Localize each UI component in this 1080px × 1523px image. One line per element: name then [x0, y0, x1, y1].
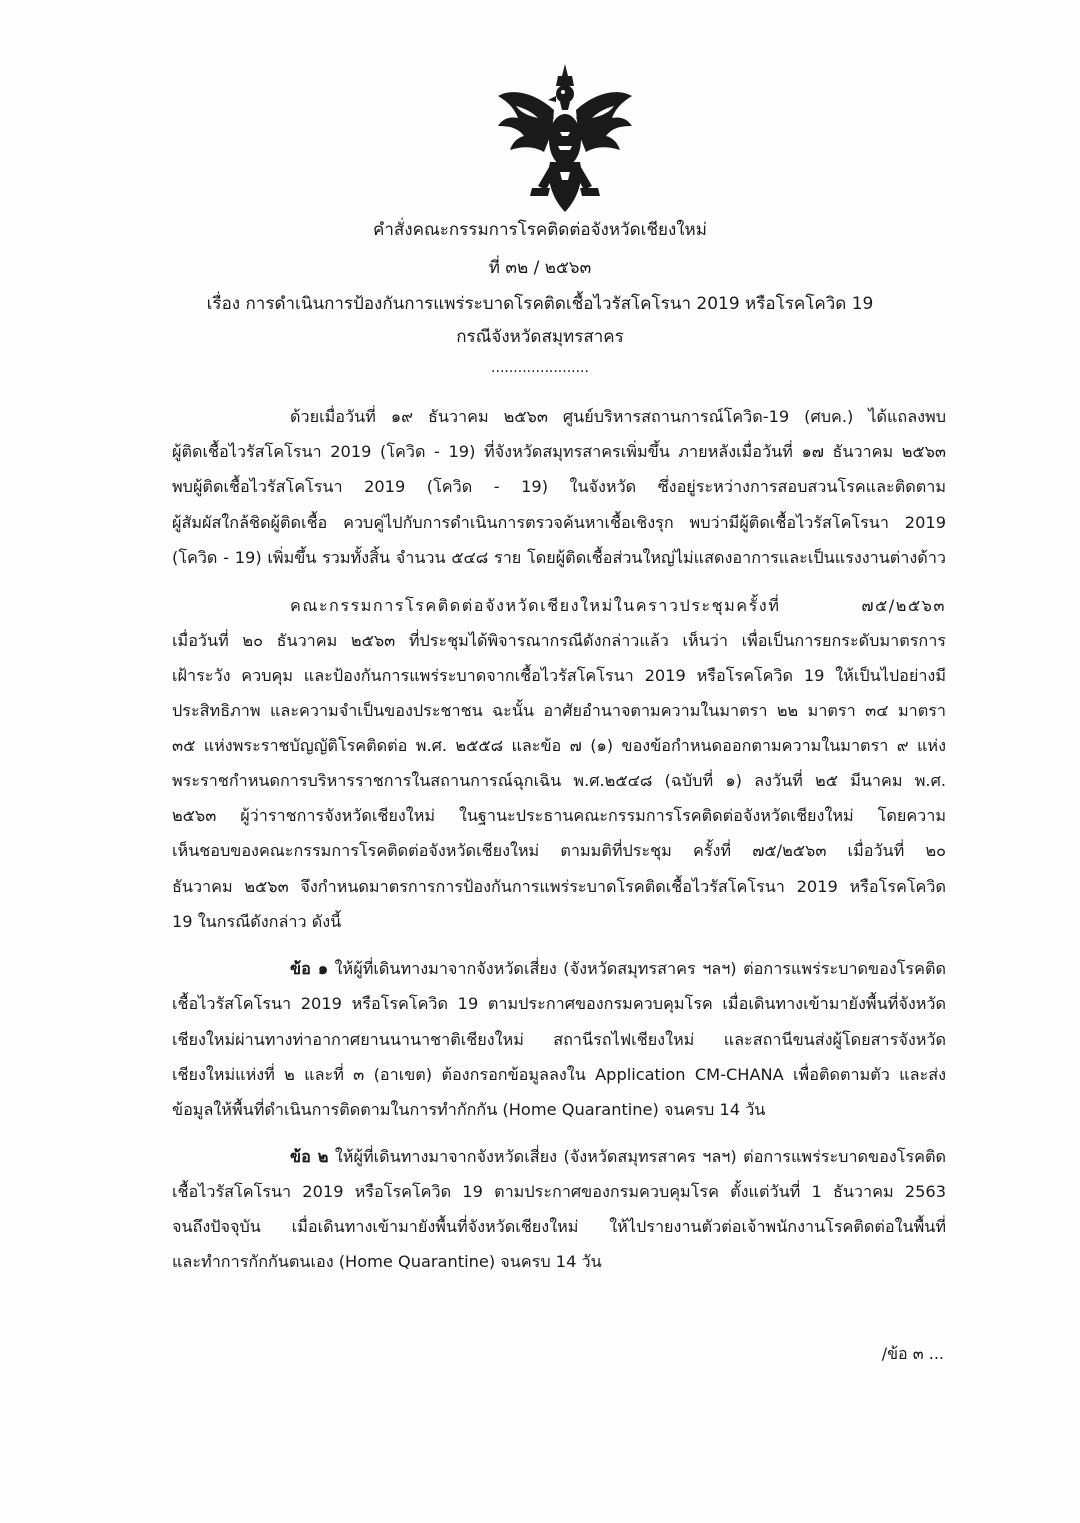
clause-2-line: เชื้อไวรัสโคโรนา 2019 หรือโรคโควิด 19 ตามประกาศของกรมควบคุมโรค ตั้งแต่วันที่ 1 ธันวาคม 2563: [172, 1182, 946, 1201]
paragraph-2-line: พระราชกำหนดการบริหารราชการในสถานการณ์ฉุกเฉิน พ.ศ.๒๕๔๘ (ฉบับที่ ๑) ลงวันที่ ๒๕ มีนาคม พ.ศ.: [172, 771, 946, 790]
clause-2-text: ให้ผู้ที่เดินทางมาจากจังหวัดเสี่ยง (จังหวัดสมุทรสาคร ฯลฯ) ต่อการแพร่ระบาดของโรคติด: [334, 1147, 946, 1166]
order-number: ที่ ๓๒ / ๒๕๖๓: [488, 258, 592, 278]
clause-1-first-line: [290, 957, 946, 981]
paragraph-2-line: 19 ในกรณีดังกล่าว ดังนี้: [172, 912, 342, 931]
garuda-emblem-icon: [494, 62, 636, 214]
paragraph-2-line: ๒๕๖๓ ผู้ว่าราชการจังหวัดเชียงใหม่ ในฐานะประธานคณะกรรมการโรคติดต่อจังหวัดเชียงใหม่ โดยความ: [172, 806, 946, 825]
clause-2-label: ข้อ ๒: [290, 1147, 329, 1166]
separator-dots: ......................: [491, 360, 589, 376]
clause-1-label: ข้อ ๑: [290, 959, 329, 978]
paragraph-2-line: ประสิทธิภาพ และความจำเป็นของประชาชน ฉะนั้น อาศัยอำนาจตามความในมาตรา ๒๒ มาตรา ๓๔ มาตรา: [172, 701, 946, 720]
clause-1-text: ให้ผู้ที่เดินทางมาจากจังหวัดเสี่ยง (จังหวัดสมุทรสาคร ฯลฯ) ต่อการแพร่ระบาดของโรคติด: [334, 959, 946, 978]
clause-2-line: และทำการกักกันตนเอง (Home Quarantine) จนครบ 14 วัน: [172, 1252, 602, 1271]
subject-line-1: เรื่อง การดำเนินการป้องกันการแพร่ระบาดโรคติดเชื้อไวรัสโคโรนา 2019 หรือโรคโควิด 19: [206, 294, 874, 314]
clause-2-first-line: [290, 1145, 946, 1169]
paragraph-1-line: ด้วยเมื่อวันที่ ๑๙ ธันวาคม ๒๕๖๓ ศูนย์บริหารสถานการณ์โควิด-19 (ศบค.) ได้แถลงพบ: [290, 407, 946, 426]
paragraph-2-line: เมื่อวันที่ ๒๐ ธันวาคม ๒๕๖๓ ที่ประชุมได้พิจารณากรณีดังกล่าวแล้ว เห็นว่า เพื่อเป็นการยกระดับมาตรการ: [172, 631, 946, 650]
paragraph-1-line: ผู้สัมผัสใกล้ชิดผู้ติดเชื้อ ควบคู่ไปกับการดำเนินการตรวจค้นหาเชื้อเชิงรุก พบว่ามีผู้ติดเชื้อไวรัสโคโรนา 2019: [172, 513, 946, 532]
clause-1-line: ข้อมูลให้พื้นที่ดำเนินการติดตามในการทำกักกัน (Home Quarantine) จนครบ 14 วัน: [172, 1100, 766, 1119]
order-title: คำสั่งคณะกรรมการโรคติดต่อจังหวัดเชียงใหม่: [373, 220, 707, 240]
paragraph-1-line: (โควิด - 19) เพิ่มขึ้น รวมทั้งสิ้น จำนวน ๕๔๘ ราย โดยผู้ติดเชื้อส่วนใหญ่ไม่แสดงอาการและเป็นแรงงานต่างด้าว: [172, 548, 946, 567]
paragraph-2-line: คณะกรรมการโรคติดต่อจังหวัดเชียงใหม่ในคราวประชุมครั้งที่ ๗๕/๒๕๖๓: [290, 596, 946, 615]
paragraph-1-line: ผู้ติดเชื้อไวรัสโคโรนา 2019 (โควิด - 19) ที่จังหวัดสมุทรสาครเพิ่มขึ้น ภายหลังเมื่อวันที่ ๑๗ ธันวาคม ๒๕๖๓: [172, 442, 946, 461]
subject-line-2: กรณีจังหวัดสมุทรสาคร: [456, 327, 624, 347]
page-continuation: /ข้อ ๓ ...: [881, 1344, 944, 1363]
paragraph-1-line: พบผู้ติดเชื้อไวรัสโคโรนา 2019 (โควิด - 19) ในจังหวัด ซึ่งอยู่ระหว่างการสอบสวนโรคและติดตาม: [172, 477, 946, 496]
clause-2-line: จนถึงปัจจุบัน เมื่อเดินทางเข้ามายังพื้นที่จังหวัดเชียงใหม่ ให้ไปรายงานตัวต่อเจ้าพนักงานโรคติดต่อในพื้นที่: [172, 1217, 946, 1236]
paragraph-2-line: ๓๕ แห่งพระราชบัญญัติโรคติดต่อ พ.ศ. ๒๕๕๘ และข้อ ๗ (๑) ของข้อกำหนดออกตามความในมาตรา ๙ แห่ง: [172, 736, 946, 755]
clause-1-line: เชียงใหม่แห่งที่ ๒ และที่ ๓ (อาเขต) ต้องกรอกข้อมูลลงใน Application CM-CHANA เพื่อติดตามตัว และส่ง: [172, 1065, 946, 1084]
clause-1-line: เชื้อไวรัสโคโรนา 2019 หรือโรคโควิด 19 ตามประกาศของกรมควบคุมโรค เมื่อเดินทางเข้ามายังพื้นที่จังหวัด: [172, 994, 946, 1013]
paragraph-2-line: เห็นชอบของคณะกรรมการโรคติดต่อจังหวัดเชียงใหม่ ตามมติที่ประชุม ครั้งที่ ๗๕/๒๕๖๓ เมื่อวันที่ ๒๐: [172, 841, 946, 860]
paragraph-2-line: ธันวาคม ๒๕๖๓ จึงกำหนดมาตรการการป้องกันการแพร่ระบาดโรคติดเชื้อไวรัสโคโรนา 2019 หรือโรคโควิด: [172, 877, 946, 896]
clause-1-line: เชียงใหม่ผ่านทางท่าอากาศยานนานาชาติเชียงใหม่ สถานีรถไฟเชียงใหม่ และสถานีขนส่งผู้โดยสารจังหวัด: [172, 1030, 946, 1049]
paragraph-2-line: เฝ้าระวัง ควบคุม และป้องกันการแพร่ระบาดจากเชื้อไวรัสโคโรนา 2019 หรือโรคโควิด 19 ให้เป็นไปอย่างมี: [172, 666, 946, 685]
